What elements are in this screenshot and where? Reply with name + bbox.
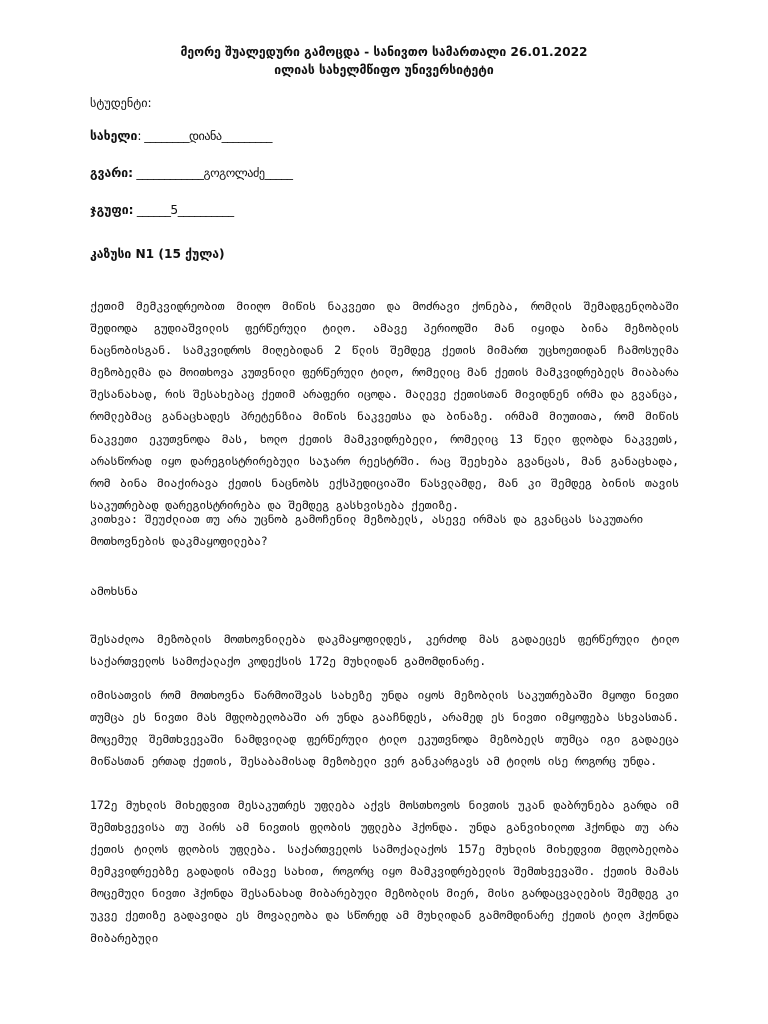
- name-value: : ________დიანა_________: [137, 129, 272, 143]
- solution-paragraph-1: შესაძლოა მეზობლის მოთხოვნილება დაკმაყოფილდეს, კერძოდ მას გადაეცეს ფერწერული ტილო საქართველოს სამოქალაქო კოდექსის 172ე მუხლიდან გამომდინარე.: [90, 632, 679, 669]
- group-label: ჯგუფი:: [90, 203, 134, 217]
- student-label: სტუდენტი:: [90, 96, 152, 110]
- case-title: კაზუსი N1 (15 ქულა): [90, 247, 225, 261]
- group-line: [90, 201, 234, 219]
- group-value: ______5__________: [133, 203, 234, 217]
- case-question: კითხვა: შეუძლიათ თუ არა უცნობ გამოჩენილ მეზობელს, ასევე ირმას და გვანცას საკუთარი მოთხოვნების დაკმაყოფილება?: [90, 512, 644, 549]
- name-label: სახელი: [90, 129, 138, 143]
- surname-label: გვარი:: [90, 166, 133, 180]
- solution-paragraph-2: იმისათვის რომ მოთხოვნა წარმოიშვას სახეზე უნდა იყოს მეზობლის საკუთრებაში მყოფი ნივთი თუმცა ეს ნივთი მას მფლობელობაში არ უნდა გააჩნდეს, არამედ ეს ნივთი იმყოფება სხვასთან. მოცემულ შემთხვევაში ნამდვილად ფერწერული ტილო ეკუთვნოდა მეზობელს თუმცა იგი გადაეცა მიწასთან ერთად ქეთის, შესაბამისად მეზობელი ვერ განკარგავს ამ ტილოს ისე როგორც უნდა.: [90, 688, 679, 769]
- university-name: ილიას სახელმწიფო უნივერსიტეტი: [274, 63, 494, 77]
- solution-paragraph-3: 172ე მუხლის მიხედვით მესაკუთრეს უფლება აქვს მოსთხოვოს ნივთის უკან დაბრუნება გარდა იმ შემთხვევისა თუ პირს ამ ნივთის ფლობის უფლება ჰქონდა. უნდა განვიხილოთ ჰქონდა თუ არა ქეთის ტილოს ფლობის უფლება. საქართველოს სამოქალაქოს 157ე მუხლის მიხედვით მფლობელობა მემკვიდრეებზე გადადის იმავე სახით, როგორც იყო მამკვიდრებელის შემთხვევაში. ქეთის მამას მოცემული ნივთი ჰქონდა შესანახად მიბარებული მეზობლის მიერ, მისი გარდაცვალების შემდეგ კი უკვე ქეთიზე გადავიდა ეს მოვალეობა და სწორედ ამ მუხლიდან გამომდინარე ქეთის ტილო ჰქონდა მიბარებული: [90, 798, 679, 945]
- surname-value: ____________გოგოლაძე_____: [132, 166, 293, 180]
- case-body: ქეთიმ მემკვიდრეობით მიიღო მიწის ნაკვეთი და მოძრავი ქონება, რომლის შემადგენლობაში შედიოდა გუდიაშვილის ფერწერული ტილო. ამავე პერიოდში მან იყიდა ბინა მეზობლის ნაცნობისგან. სამკვიდროს მიღებიდან 2 წლის შემდეგ ქეთის მიმართ უცხოეთიდან ჩამოსულმა მეზობელმა და მოითხოვა კუთვნილი ფერწერული ტილო, რომელიც მან ქეთის მამკვიდრებელს მიაბარა შესანახად, რის შესახებაც ქეთიმ არაფერი იცოდა. მალევე ქეთისთან მივიდნენ ირმა და გვანცა, რომლებმაც განაცხადეს პრეტენზია მიწის ნაკვეთსა და ბინაზე. ირმამ მიუთითა, რომ მიწის ნაკვეთი ეკუთვნოდა მას, ხოლო ქეთის მამკვიდრებელი, რომელიც 13 წელი ფლობდა ნაკვეთს, არასწორად იყო დარეგისტრირებული საჯარო რეესტრში. რაც შეეხება გვანცას, მან განაცხადა, რომ ბინა მიაქირავა ქეთის ნაცნობს ექსპედიციაში წასვლამდე, მან კი შემდეგ ბინის თავის საკუთრებად დარეგისტრირება და შემდეგ გასხვისება ქეთიზე.: [90, 299, 679, 512]
- solution-label: ამოხსნა: [90, 584, 138, 598]
- exam-title: მეორე შუალედური გამოცდა - სანივთო სამართალი 26.01.2022: [180, 45, 588, 59]
- surname-line: [90, 164, 293, 182]
- name-line: [90, 127, 272, 145]
